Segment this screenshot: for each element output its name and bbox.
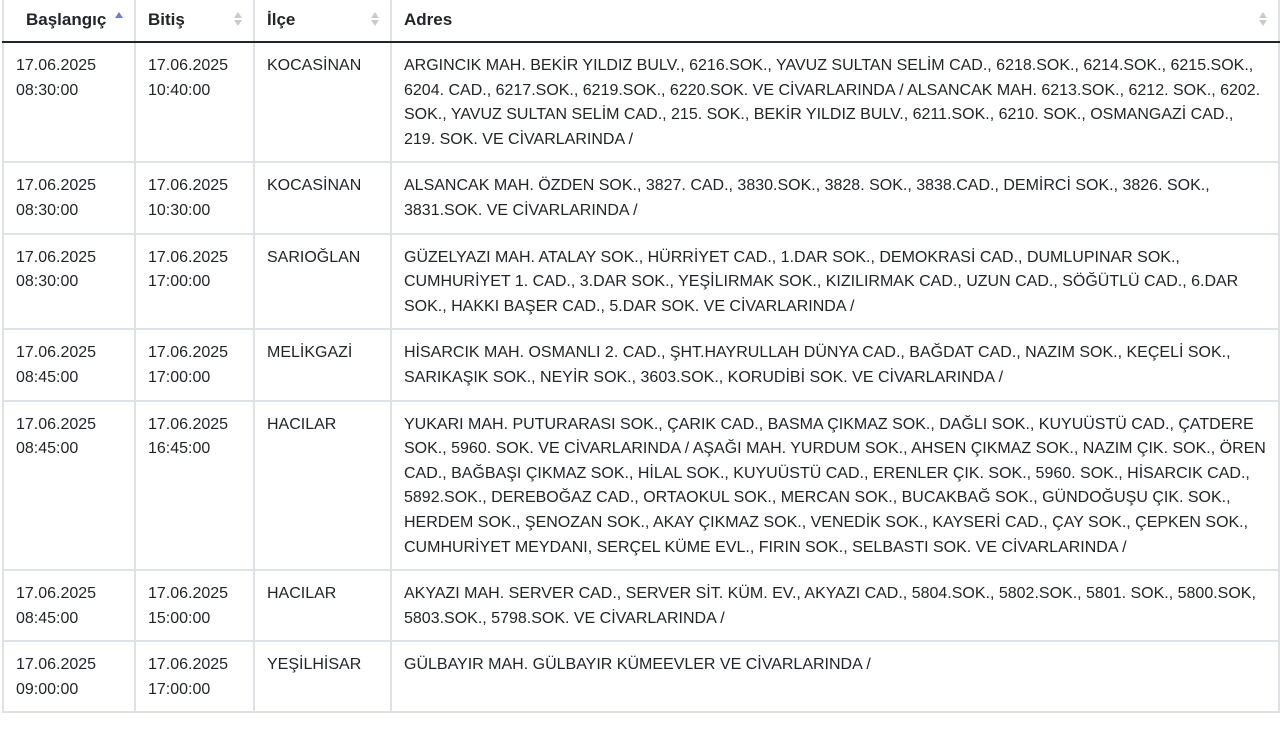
sort-icon[interactable] — [371, 12, 379, 26]
table-body — [3, 42, 1279, 712]
district-cell: KOCASİNAN — [254, 162, 391, 233]
end-time: 15:00:00 — [148, 609, 211, 627]
district-cell: HACILAR — [254, 401, 391, 571]
start-cell — [3, 162, 135, 233]
start-date: 17.06.2025 — [16, 656, 97, 674]
end-time: 17:00:00 — [148, 368, 211, 386]
start-time: 08:45:00 — [16, 368, 79, 386]
start-date: 17.06.2025 — [16, 57, 97, 74]
table-row — [3, 641, 1279, 712]
address-cell: ALSANCAK MAH. ÖZDEN SOK., 3827. CAD., 3830.SOK., 3828. SOK., 3838.CAD., DEMİRCİ SOK., 3826. SOK., 3831.SOK. VE CİVARLARINDA / — [391, 162, 1279, 233]
column-header-address-label: Adres — [404, 10, 453, 30]
end-time: 17:00:00 — [148, 680, 211, 698]
end-cell — [135, 162, 254, 233]
table-row — [3, 329, 1279, 400]
start-time: 09:00:00 — [16, 680, 79, 698]
district-cell: HACILAR — [254, 570, 391, 641]
sort-icon[interactable] — [234, 12, 242, 26]
end-date: 17.06.2025 — [148, 344, 229, 362]
column-header-start[interactable] — [3, 0, 135, 42]
start-time: 08:30:00 — [16, 81, 79, 99]
end-date: 17.06.2025 — [148, 585, 229, 603]
table-row — [3, 162, 1279, 233]
end-cell — [135, 641, 254, 712]
table-row — [3, 570, 1279, 641]
column-header-district[interactable] — [254, 0, 391, 42]
address-cell: ARGINCIK MAH. BEKİR YILDIZ BULV., 6216.SOK., YAVUZ SULTAN SELİM CAD., 6218.SOK., 6214.SOK., 6215.SOK., 6204. CAD., 6217.SOK., 6219.SOK., 6220.SOK. VE CİVARLARINDA / ALSANCAK MAH. 6213.SOK., 6212. SOK., 6202. SOK., YAVUZ SULTAN SELİM CAD., 215. SOK., BEKİR YILDIZ BULV., 6211.SOK., 6210. SOK., OSMANGAZİ CAD., 219. SOK. VE CİVARLARINDA / — [391, 42, 1279, 162]
address-cell: AKYAZI MAH. SERVER CAD., SERVER SİT. KÜM. EV., AKYAZI CAD., 5804.SOK., 5802.SOK., 5801. SOK., 5800.SOK, 5803.SOK., 5798.SOK. VE CİVARLARINDA / — [391, 570, 1279, 641]
start-cell — [3, 641, 135, 712]
start-date: 17.06.2025 — [16, 248, 97, 266]
district-cell: SARIOĞLAN — [254, 234, 391, 330]
end-cell — [135, 42, 254, 162]
address-cell: GÜZELYAZI MAH. ATALAY SOK., HÜRRİYET CAD., 1.DAR SOK., DEMOKRASİ CAD., DUMLUPINAR SOK., CUMHURİYET 1. CAD., 3.DAR SOK., YEŞİLIRMAK SOK., KIZILIRMAK CAD., UZUN CAD., SÖĞÜTLÜ CAD., 6.DAR SOK., HAKKI BAŞER CAD., 5.DAR SOK. VE CİVARLARINDA / — [391, 234, 1279, 330]
end-cell — [135, 234, 254, 330]
start-time: 08:45:00 — [16, 440, 79, 458]
start-time: 08:30:00 — [16, 273, 79, 291]
end-date: 17.06.2025 — [148, 57, 229, 74]
column-header-end[interactable] — [135, 0, 254, 42]
start-time: 08:45:00 — [16, 609, 79, 627]
end-cell — [135, 401, 254, 571]
start-cell — [3, 570, 135, 641]
district-cell: KOCASİNAN — [254, 42, 391, 162]
start-date: 17.06.2025 — [16, 344, 97, 362]
end-date: 17.06.2025 — [148, 248, 229, 266]
end-cell — [135, 329, 254, 400]
start-cell — [3, 42, 135, 162]
start-date: 17.06.2025 — [16, 415, 97, 433]
end-time: 17:00:00 — [148, 273, 211, 291]
sort-icon[interactable] — [1259, 12, 1267, 26]
end-time: 10:40:00 — [148, 81, 211, 99]
end-date: 17.06.2025 — [148, 177, 229, 195]
end-time: 16:45:00 — [148, 440, 211, 458]
start-time: 08:30:00 — [16, 201, 79, 219]
column-header-end-label: Bitiş — [148, 10, 185, 30]
address-cell: HİSARCIK MAH. OSMANLI 2. CAD., ŞHT.HAYRULLAH DÜNYA CAD., BAĞDAT CAD., NAZIM SOK., KEÇELİ SOK., SARIKAŞIK SOK., NEYİR SOK., 3603.SOK., KORUDİBİ SOK. VE CİVARLARINDA / — [391, 329, 1279, 400]
address-cell: YUKARI MAH. PUTURARASI SOK., ÇARIK CAD., BASMA ÇIKMAZ SOK., DAĞLI SOK., KUYUÜSTÜ CAD., ÇATDERE SOK., 5960. SOK. VE CİVARLARINDA / AŞAĞI MAH. YURDUM SOK., AHSEN ÇIKMAZ SOK., NAZIM ÇIK. SOK., ÖREN CAD., BAĞBAŞI ÇIKMAZ SOK., HİLAL SOK., KUYUÜSTÜ CAD., ERENLER ÇIK. SOK., 5960. SOK., HİSARCIK CAD., 5892.SOK., DEREBOĞAZ CAD., ORTAOKUL SOK., MERCAN SOK., BUCAKBAĞ SOK., GÜNDOĞUŞU ÇIK. SOK., HERDEM SOK., ŞENOZAN SOK., AKAY ÇIKMAZ SOK., VENEDİK SOK., KAYSERİ CAD., ÇAY SOK., ÇEPKEN SOK., CUMHURİYET MEYDANI, SERÇEL KÜME EVL., FIRIN SOK., SELBASTI SOK. VE CİVARLARINDA / — [391, 401, 1279, 571]
column-header-address[interactable] — [391, 0, 1279, 42]
table-row — [3, 401, 1279, 571]
column-header-start-label: Başlangıç — [26, 10, 107, 30]
district-cell: YEŞİLHİSAR — [254, 641, 391, 712]
end-time: 10:30:00 — [148, 201, 211, 219]
end-date: 17.06.2025 — [148, 415, 229, 433]
address-cell: GÜLBAYIR MAH. GÜLBAYIR KÜMEEVLER VE CİVARLARINDA / — [391, 641, 1279, 712]
table-row — [3, 234, 1279, 330]
start-cell — [3, 234, 135, 330]
start-cell — [3, 401, 135, 571]
start-cell — [3, 329, 135, 400]
table-header — [3, 0, 1279, 42]
district-cell: MELİKGAZİ — [254, 329, 391, 400]
outage-table — [2, 0, 1280, 713]
column-header-district-label: İlçe — [267, 10, 296, 30]
start-date: 17.06.2025 — [16, 585, 97, 603]
start-date: 17.06.2025 — [16, 177, 97, 195]
end-date: 17.06.2025 — [148, 656, 229, 674]
table-row — [3, 42, 1279, 162]
sort-ascending-icon[interactable] — [115, 12, 123, 26]
end-cell — [135, 570, 254, 641]
